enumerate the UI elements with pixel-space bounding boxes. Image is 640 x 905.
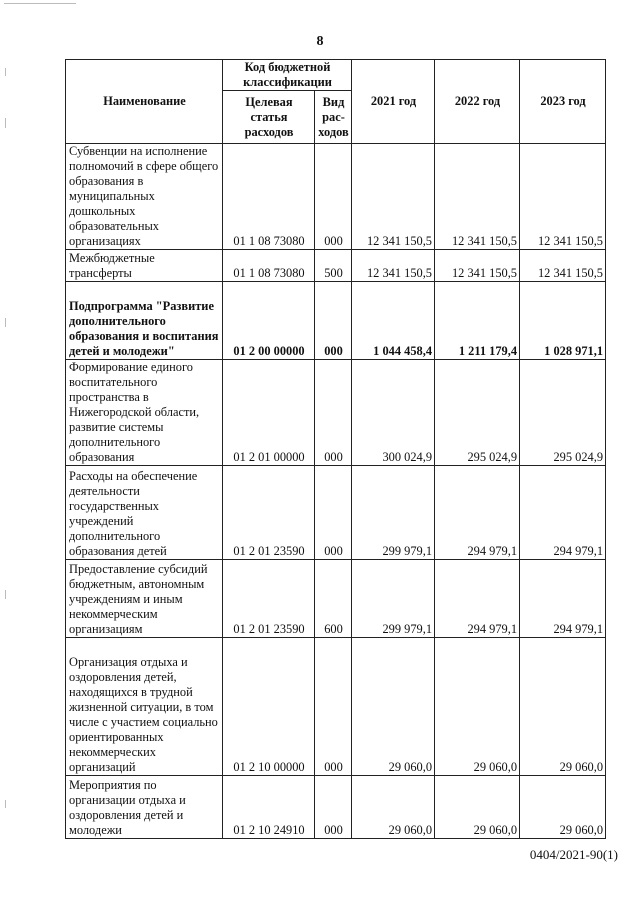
row-2021: 299 979,1 [352,560,435,638]
row-2022: 294 979,1 [435,466,520,560]
row-vid: 000 [315,776,352,839]
row-vid: 000 [315,282,352,360]
table-row [66,360,606,466]
page-number: 8 [316,34,324,49]
row-2021: 29 060,0 [352,638,435,776]
table-row [66,776,606,839]
table-row [66,466,606,560]
table-row [66,638,606,776]
header-type: Вид рас-ходов [315,91,352,144]
row-2021: 12 341 150,5 [352,250,435,282]
row-2022: 1 211 179,4 [435,282,520,360]
row-code: 01 2 10 00000 [223,638,315,776]
header-2021: 2021 год [352,60,435,144]
header-target: Целевая статья расходов [223,91,315,144]
scan-mark [5,590,6,599]
row-2022: 12 341 150,5 [435,144,520,250]
table-row [66,144,606,250]
row-vid: 600 [315,560,352,638]
row-name: Формирование единого воспитательного пространства в Нижегородской области, развитие системы дополнительного образования [66,360,223,466]
header-name: Наименование [66,60,223,144]
row-code: 01 2 01 23590 [223,466,315,560]
table-row [66,282,606,360]
row-name: Организация отдыха и оздоровления детей, находящихся в трудной жизненной ситуации, в том числе с участием социально ориентированных некоммерческих организаций [66,638,223,776]
row-2023: 29 060,0 [520,638,606,776]
row-2021: 29 060,0 [352,776,435,839]
row-vid: 000 [315,144,352,250]
row-name: Расходы на обеспечение деятельности государственных учреждений дополнительного образования детей [66,466,223,560]
row-2022: 294 979,1 [435,560,520,638]
row-2021: 299 979,1 [352,466,435,560]
row-2022: 12 341 150,5 [435,250,520,282]
row-2023: 294 979,1 [520,466,606,560]
row-2023: 12 341 150,5 [520,144,606,250]
row-2021: 300 024,9 [352,360,435,466]
row-2023: 12 341 150,5 [520,250,606,282]
row-code: 01 1 08 73080 [223,250,315,282]
scan-mark [4,3,76,4]
row-code: 01 2 00 00000 [223,282,315,360]
row-vid: 500 [315,250,352,282]
row-2022: 29 060,0 [435,638,520,776]
scan-mark [5,800,6,808]
row-code: 01 2 01 23590 [223,560,315,638]
row-vid: 000 [315,466,352,560]
header-2023: 2023 год [520,60,606,144]
header-2022: 2022 год [435,60,520,144]
row-code: 01 2 01 00000 [223,360,315,466]
row-name: Подпрограмма "Развитие дополнительного образования и воспитания детей и молодежи" [66,282,223,360]
row-2023: 294 979,1 [520,560,606,638]
row-2021: 12 341 150,5 [352,144,435,250]
row-name: Предоставление субсидий бюджетным, автономным учреждениям и иным некоммерческим организациям [66,560,223,638]
row-code: 01 1 08 73080 [223,144,315,250]
scan-mark [5,318,6,327]
row-2023: 295 024,9 [520,360,606,466]
table-row [66,250,606,282]
budget-table [65,59,606,839]
row-name: Межбюджетные трансферты [66,250,223,282]
document-code: 0404/2021-90(1) [529,847,618,862]
row-2021: 1 044 458,4 [352,282,435,360]
row-2022: 295 024,9 [435,360,520,466]
row-2023: 29 060,0 [520,776,606,839]
row-2022: 29 060,0 [435,776,520,839]
table-row [66,560,606,638]
row-name: Мероприятия по организации отдыха и оздоровления детей и молодежи [66,776,223,839]
row-2023: 1 028 971,1 [520,282,606,360]
table-header [66,60,606,144]
row-code: 01 2 10 24910 [223,776,315,839]
row-vid: 000 [315,638,352,776]
row-name: Субвенции на исполнение полномочий в сфере общего образования в муниципальных дошкольных образовательных организациях [66,144,223,250]
header-code-group: Код бюджетной классификации [223,60,352,91]
row-vid: 000 [315,360,352,466]
scan-mark [5,118,6,128]
scan-mark [5,68,6,76]
